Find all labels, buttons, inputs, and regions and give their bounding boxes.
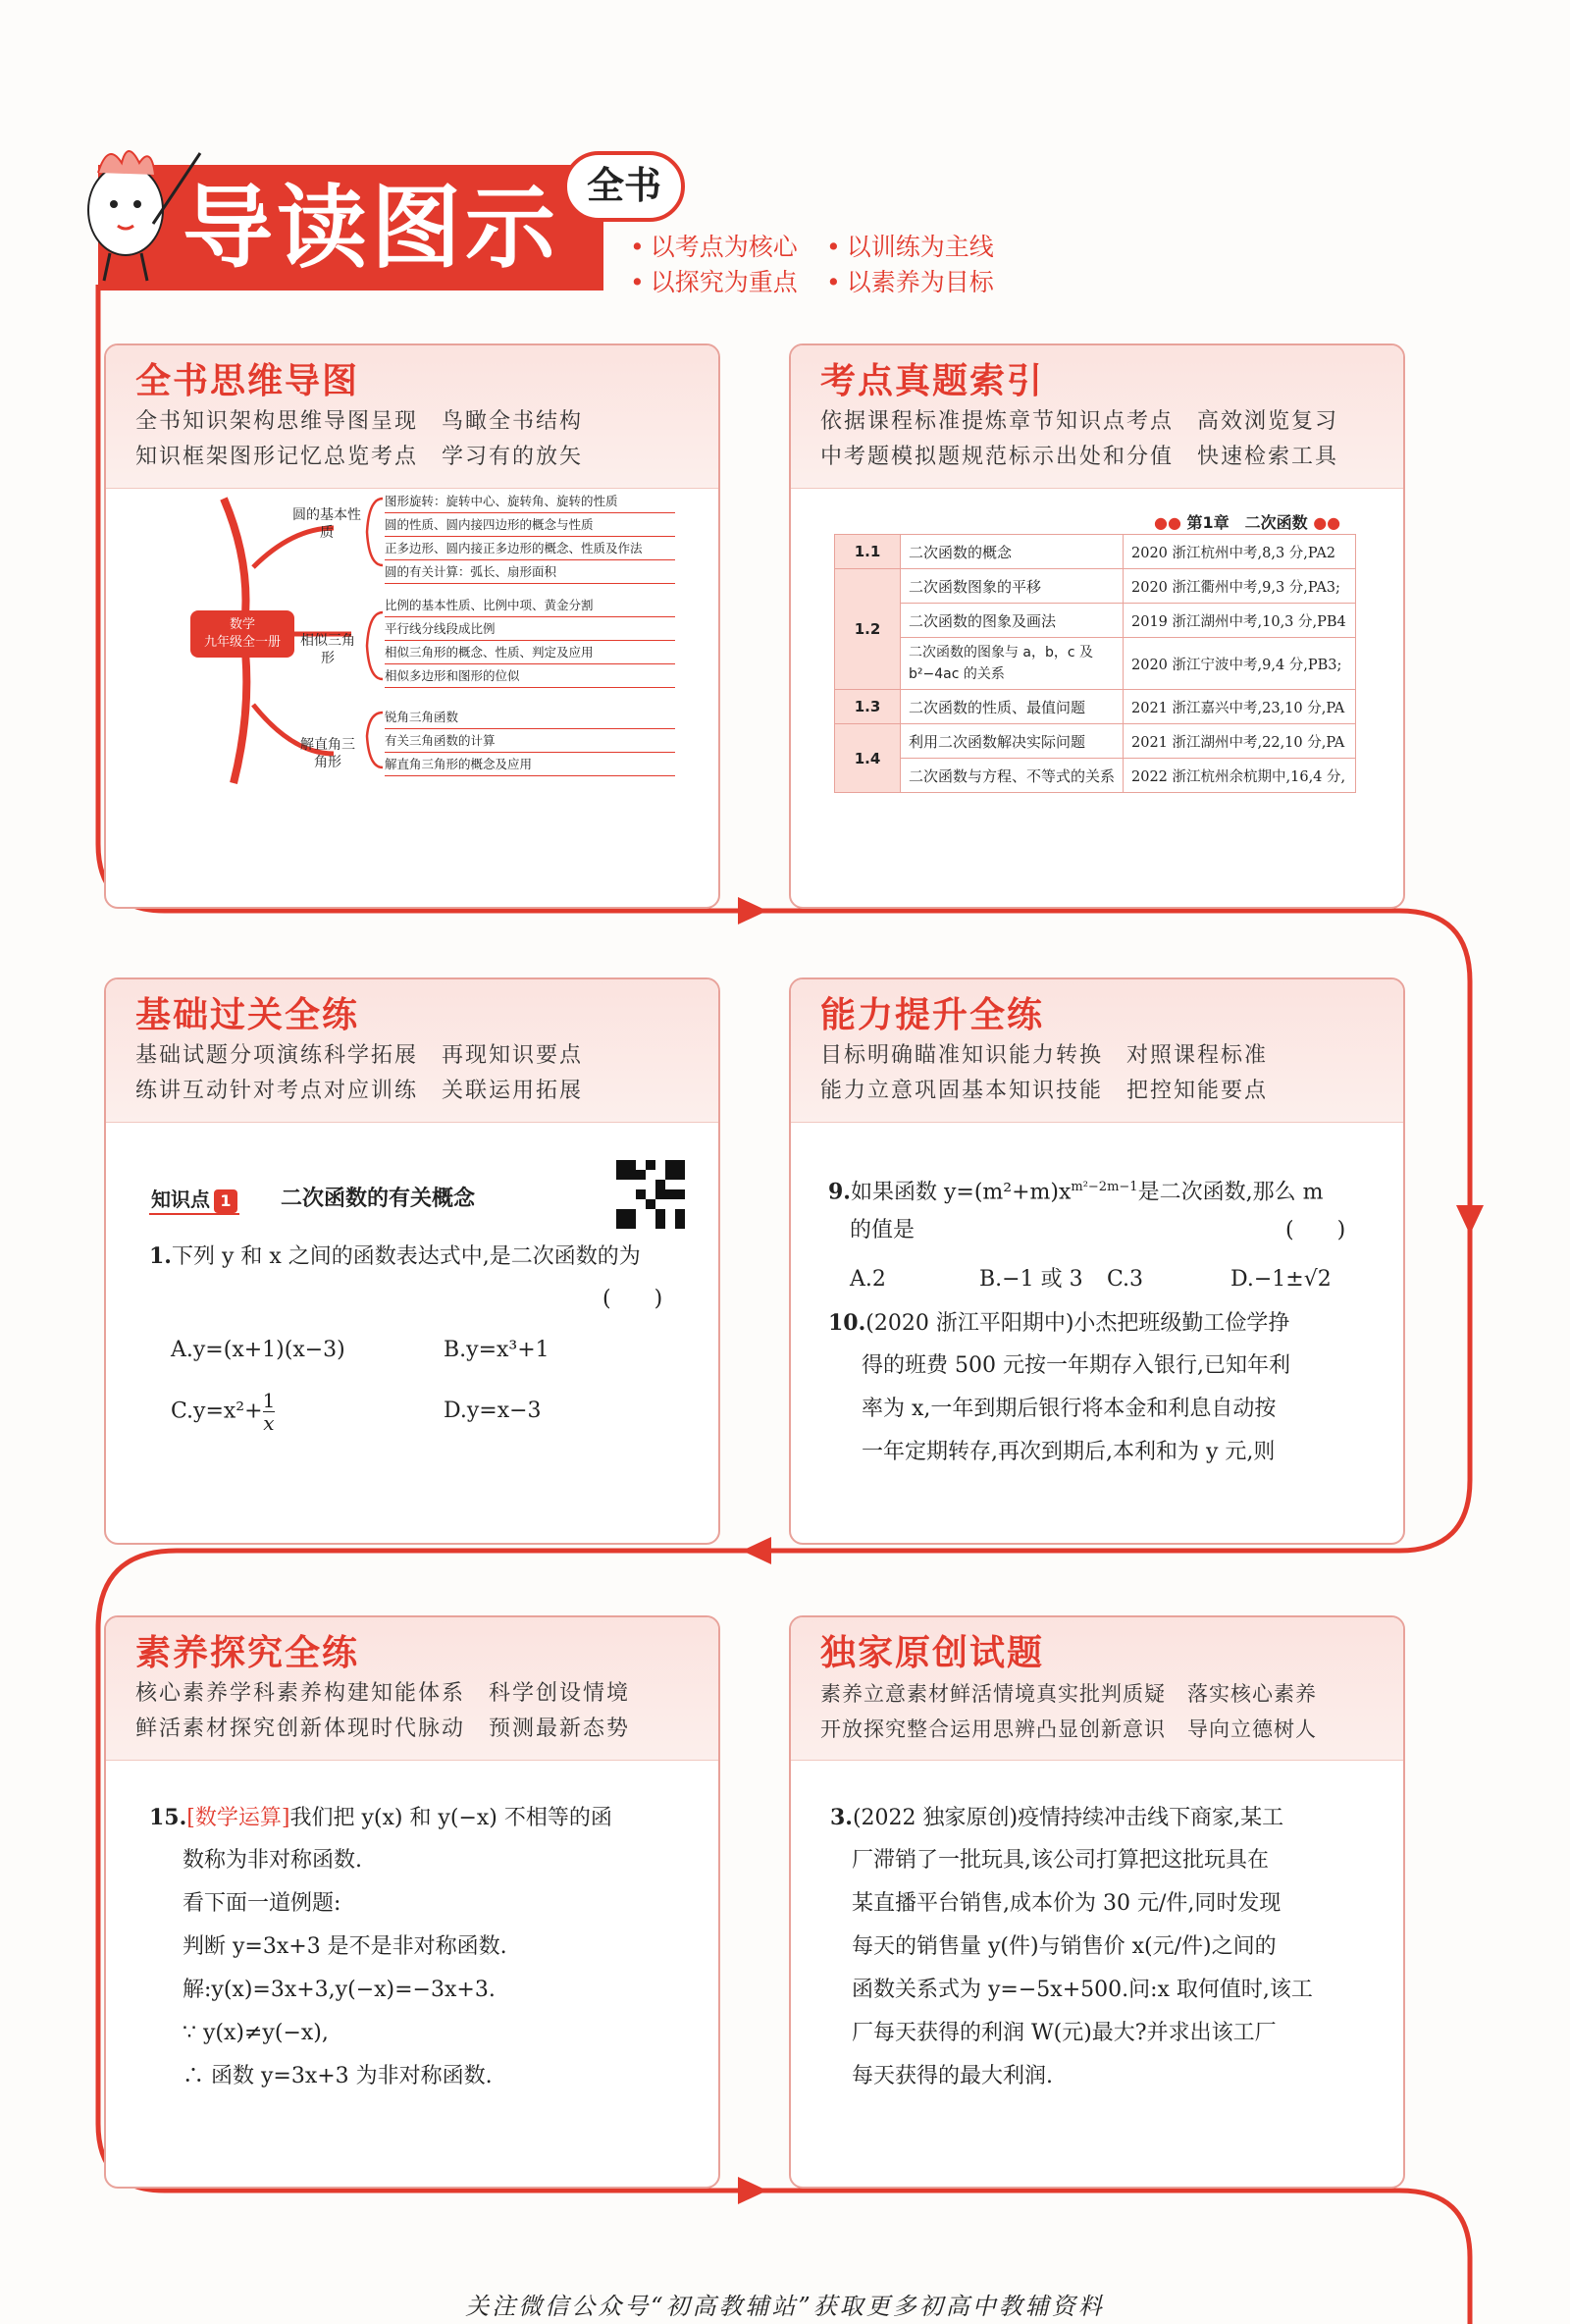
question-line: 看下面一道例题: [183, 1891, 341, 1916]
panel-title: 独家原创试题 [820, 1633, 1045, 1673]
question-text: 如果函数 y=(m²+m)x [850, 1180, 1072, 1205]
option-b: B.−1 或 3 [979, 1267, 1083, 1292]
mindmap-item: 锐角三角函数 [385, 707, 675, 729]
panel-title: 素养探究全练 [135, 1633, 360, 1673]
panel-head [106, 1617, 718, 1761]
panel-literacy [104, 1615, 720, 2189]
question-number: 10. [828, 1310, 866, 1336]
panel-desc-line: 练讲互动针对考点对应训练 关联运用拓展 [135, 1079, 584, 1103]
question-tag: [数学运算] [186, 1806, 290, 1830]
section-cell: 1.4 [835, 724, 901, 793]
section-cell: 1.2 [835, 569, 901, 690]
mindmap-root-line: 九年级全一册 [203, 635, 281, 650]
question-text: 下列 y 和 x 之间的函数表达式中,是二次函数的为 [171, 1244, 641, 1269]
fraction [263, 1390, 276, 1434]
question-line: 一年定期转存,再次到期后,本利和为 y 元,则 [862, 1440, 1276, 1464]
panel-head [106, 979, 718, 1123]
mindmap-branch-similar: 相似三角形 [300, 633, 355, 666]
option-b: B.y=x³+1 [444, 1338, 550, 1362]
topic-cell: 利用二次函数解决实际问题 [900, 724, 1123, 759]
question-number: 1. [149, 1243, 172, 1269]
mindmap-branch-right-triangle: 解直角三角形 [300, 737, 355, 770]
original-body [791, 1761, 1403, 2185]
option-d: D.−1±√2 [1230, 1267, 1332, 1292]
table-row [835, 690, 1356, 724]
literacy-body [106, 1761, 718, 2185]
panel-desc-line: 全书知识架构思维导图呈现 鸟瞰全书结构 [135, 409, 584, 434]
question-line: 得的班费 500 元按一年期存入银行,已知年利 [862, 1353, 1290, 1378]
section-cell: 1.1 [835, 535, 901, 569]
table-row [835, 724, 1356, 759]
ability-body [791, 1123, 1403, 1541]
question-1 [149, 1235, 699, 1279]
source-cell: 2020 浙江衢州中考,9,3 分,PA3; [1124, 569, 1356, 604]
question-9 [828, 1166, 1323, 1214]
chapter-title: 第1章 二次函数 [1186, 513, 1308, 532]
question-text: 是二次函数,那么 m [1137, 1180, 1324, 1205]
question-15 [149, 1796, 612, 1840]
mindmap-item: 解直角三角形的概念及应用 [385, 754, 675, 776]
table-row [835, 569, 1356, 604]
source-cell: 2021 浙江湖州中考,22,10 分,PA [1124, 724, 1356, 759]
mindmap-item: 圆的性质、圆内接四边形的概念与性质 [385, 514, 675, 537]
mascot-icon [65, 133, 202, 290]
question-line: (2022 独家原创)疫情持续冲击线下商家,某工 [852, 1806, 1284, 1830]
fraction-denominator: x [263, 1411, 275, 1435]
mindmap-item: 正多边形、圆内接正多边形的概念、性质及作法 [385, 538, 675, 560]
option-c-text: C.y=x²+ [171, 1399, 263, 1424]
panel-title: 基础过关全练 [135, 995, 360, 1035]
mindmap-item: 平行线分线段成比例 [385, 618, 675, 641]
panel-head [791, 345, 1403, 489]
mindmap-item: 比例的基本性质、比例中项、黄金分割 [385, 595, 675, 617]
question-line: 每天获得的最大利润. [852, 2064, 1053, 2088]
panel-desc-line: 依据课程标准提炼章节知识点考点 高效浏览复习 [820, 409, 1339, 434]
option-a: A.y=(x+1)(x−3) [171, 1338, 345, 1362]
topic-cell: 二次函数的性质、最值问题 [900, 690, 1123, 724]
question-line: 判断 y=3x+3 是不是非对称函数. [183, 1934, 507, 1959]
topic-cell: 二次函数图象的平移 [900, 569, 1123, 604]
answer-bracket: ( ) [1285, 1218, 1346, 1242]
slogan-4: • 以素养为目标 [826, 263, 994, 298]
kp-label: 知识点 [151, 1188, 210, 1211]
topic-cell: 二次函数的概念 [900, 535, 1123, 569]
slogan-2: • 以训练为主线 [826, 228, 994, 263]
panel-index [789, 343, 1405, 909]
panel-desc-line: 素养立意素材鲜活情境真实批判质疑 落实核心素养 [820, 1682, 1317, 1706]
question-number: 3. [830, 1805, 853, 1830]
basic-body [106, 1123, 718, 1541]
mindmap-item: 圆的有关计算：弧长、扇形面积 [385, 561, 675, 584]
panel-desc-line: 基础试题分项演练科学拓展 再现知识要点 [135, 1043, 584, 1068]
question-line: 率为 x,一年到期后银行将本金和利息自动按 [862, 1397, 1277, 1421]
question-line: 每天的销售量 y(件)与销售价 x(元/件)之间的 [852, 1934, 1277, 1959]
option-c: C.3 [1107, 1267, 1144, 1292]
question-3 [830, 1796, 1283, 1840]
table-row [835, 759, 1356, 793]
chapter-heading: ●● 第1章 二次函数 ●● [1154, 513, 1341, 532]
source-cell: 2020 浙江杭州中考,8,3 分,PA2 [1124, 535, 1356, 569]
panel-desc-line: 核心素养学科素养构建知能体系 科学创设情境 [135, 1681, 631, 1706]
table-row [835, 535, 1356, 569]
panel-desc-line: 开放探究整合运用思辨凸显创新意识 导向立德树人 [820, 1717, 1317, 1741]
panel-title: 考点真题索引 [820, 361, 1045, 401]
flow-arrow-down [1456, 1205, 1484, 1235]
question-10 [828, 1301, 1289, 1346]
question-line: ∵ y(x)≠y(−x), [183, 2021, 329, 2045]
index-body [791, 489, 1403, 905]
flow-arrow-left [742, 1537, 771, 1564]
mindmap-root [190, 610, 294, 658]
qr-code-icon [616, 1160, 685, 1229]
topic-cell: 二次函数的图象及画法 [900, 604, 1123, 638]
knowledge-point-tag [149, 1184, 239, 1215]
question-line: 解:y(x)=3x+3,y(−x)=−3x+3. [183, 1978, 496, 2002]
mindmap-item: 相似三角形的概念、性质、判定及应用 [385, 642, 675, 664]
exponent: m²−2m−1 [1071, 1180, 1138, 1194]
option-d: D.y=x−3 [444, 1399, 542, 1423]
option-c [171, 1390, 275, 1434]
question-line: (2020 浙江平阳期中)小杰把班级勤工俭学挣 [865, 1311, 1290, 1336]
flow-arrow-right-1 [738, 897, 767, 924]
panel-head [106, 345, 718, 489]
question-line: 数称为非对称函数. [183, 1848, 362, 1873]
index-table [834, 534, 1356, 793]
mindmap-item: 图形旋转：旋转中心、旋转角、旋转的性质 [385, 491, 675, 513]
option-a: A.2 [850, 1267, 886, 1292]
panel-desc-line: 中考题模拟题规范标示出处和分值 快速检索工具 [820, 445, 1339, 469]
panel-mindmap [104, 343, 720, 909]
flow-arrow-right-2 [738, 2177, 767, 2204]
source-cell: 2022 浙江杭州余杭期中,16,4 分, [1124, 759, 1356, 793]
panel-title: 能力提升全练 [820, 995, 1045, 1035]
slogan-3: • 以探究为重点 [630, 263, 798, 298]
kp-number: 1 [214, 1189, 237, 1213]
fraction-numerator: 1 [262, 1389, 276, 1412]
mindmap-item: 有关三角函数的计算 [385, 730, 675, 753]
topic-cell: 二次函数与方程、不等式的关系 [900, 759, 1123, 793]
footer-note: 关注微信公众号“初高教辅站”获取更多初高中教辅资料 [465, 2293, 1105, 2320]
panel-desc-line: 目标明确瞄准知识能力转换 对照课程标准 [820, 1043, 1269, 1068]
panel-desc-line: 鲜活素材探究创新体现时代脉动 预测最新态势 [135, 1717, 631, 1741]
question-number: 15. [149, 1805, 187, 1830]
panel-title: 全书思维导图 [135, 361, 360, 401]
mindmap-root-line: 数学 [229, 617, 255, 632]
panel-desc-line: 知识框架图形记忆总览考点 学习有的放矢 [135, 445, 584, 469]
panel-basic [104, 977, 720, 1545]
title-badge: 全书 [563, 151, 685, 222]
question-line: 厂每天获得的利润 W(元)最大?并求出该工厂 [852, 2021, 1277, 2045]
section-cell: 1.3 [835, 690, 901, 724]
question-line: 某直播平台销售,成本价为 30 元/件,同时发现 [852, 1891, 1282, 1916]
table-row [835, 638, 1356, 690]
question-line: 厂滞销了一批玩具,该公司打算把这批玩具在 [852, 1848, 1269, 1873]
question-9-line2: 的值是 [850, 1218, 916, 1242]
mindmap-item: 相似多边形和图形的位似 [385, 665, 675, 688]
panel-head [791, 1617, 1403, 1761]
question-number: 9. [828, 1179, 851, 1205]
page-title: 导读图示 [183, 176, 560, 281]
question-line: 函数关系式为 y=−5x+500.问:x 取何值时,该工 [852, 1978, 1313, 2002]
source-cell: 2020 浙江宁波中考,9,4 分,PB3; [1124, 638, 1356, 690]
mindmap-branch-circle: 圆的基本性质 [292, 507, 361, 541]
panel-head [791, 979, 1403, 1123]
question-line: ∴ 函数 y=3x+3 为非对称函数. [183, 2064, 493, 2088]
question-line: 我们把 y(x) 和 y(−x) 不相等的函 [289, 1806, 612, 1830]
table-row [835, 604, 1356, 638]
kp-title: 二次函数的有关概念 [281, 1187, 476, 1211]
mindmap [106, 489, 718, 905]
answer-bracket: ( ) [602, 1287, 663, 1311]
panel-original [789, 1615, 1405, 2189]
topic-cell: 二次函数的图象与 a，b，c 及 b²−4ac 的关系 [900, 638, 1123, 690]
source-cell: 2019 浙江湖州中考,10,3 分,PB4 [1124, 604, 1356, 638]
panel-ability [789, 977, 1405, 1545]
slogan-1: • 以考点为核心 [630, 228, 798, 263]
source-cell: 2021 浙江嘉兴中考,23,10 分,PA [1124, 690, 1356, 724]
panel-desc-line: 能力立意巩固基本知识技能 把控知能要点 [820, 1079, 1269, 1103]
